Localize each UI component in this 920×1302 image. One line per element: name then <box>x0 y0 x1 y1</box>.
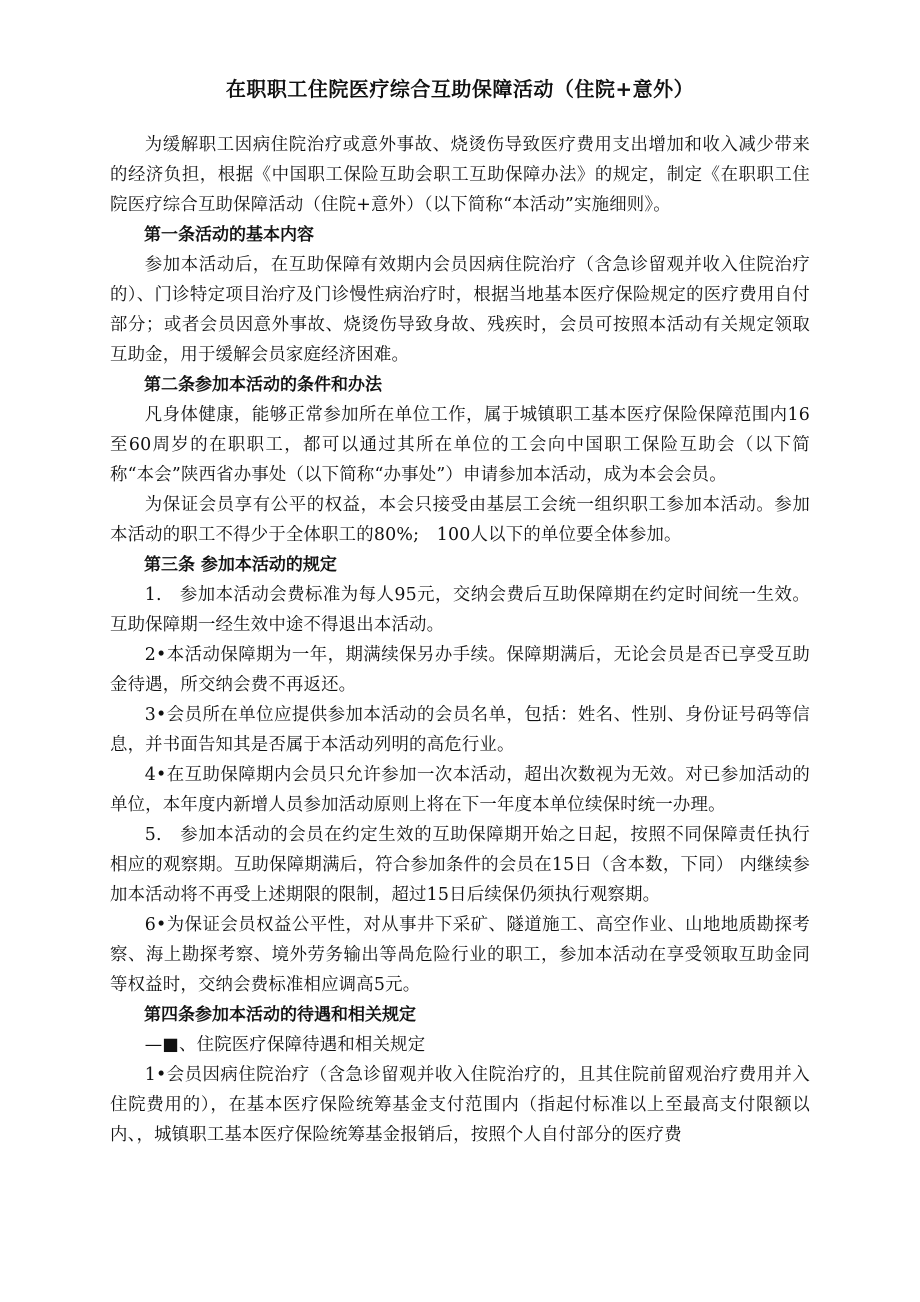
section-4-subheading: —■、住院医疗保障待遇和相关规定 <box>144 1035 426 1055</box>
section-1-body: 参加本活动后，在互助保障有效期内会员因病住院治疗（含急诊留观并收入住院治疗的）、门诊特定项目治疗及门诊慢性病治疗时，根据当地基本医疗保险规定的医疗费用自付部分；或者会员因意外事故、烧烫伤导致身故、残疾时，会员可按照本活动有关规定领取互助金，用于缓解会员家庭经济困难。 <box>110 255 810 365</box>
document-title: 在职职工住院医疗综合互助保障活动（住院+意外） <box>225 77 695 101</box>
section-3-item-3: 3•会员所在单位应提供参加本活动的会员名单，包括：姓名、性别、身份证号码等信息，并书面告知其是否属于本活动列明的高危行业。 <box>110 705 810 755</box>
section-4-body: 1•会员因病住院治疗（含急诊留观并收入住院治疗的，且其住院前留观治疗费用并入住院费用的），在基本医疗保险统筹基金支付范围内（指起付标准以上至最高支付限额以内、，城镇职工基本医疗保险统筹基金报销后，按照个人自付部分的医疗费 <box>110 1065 810 1145</box>
section-2-body-2: 为保证会员享有公平的权益，本会只接受由基层工会统一组织职工参加本活动。参加本活动的职工不得少于全体职工的80%; 100人以下的单位要全体参加。 <box>110 495 810 545</box>
document-page <box>110 74 810 1150</box>
section-3-item-6: 6•为保证会员权益公平性，对从事井下采矿、隧道施工、高空作业、山地地质勘探考察、海上勘探考察、境外劳务输出等咼危险行业的职工，参加本活动在享受领取互助金同等权益时，交纳会费标准相应调高5元。 <box>110 915 810 995</box>
section-2-heading: 第二条参加本活动的条件和办法 <box>144 375 382 395</box>
section-3-heading: 第三条 参加本活动的规定 <box>144 555 337 575</box>
section-3-item-4: 4•在互助保障期内会员只允许参加一次本活动，超出次数视为无效。对已参加活动的单位，本年度内新增人员参加活动原则上将在下一年度本单位续保时统一办理。 <box>110 765 810 815</box>
section-4-heading: 第四条参加本活动的待遇和相关规定 <box>144 1005 416 1025</box>
section-1-heading: 第一条活动的基本内容 <box>144 225 314 245</box>
section-2-body-1: 凡身体健康，能够正常参加所在单位工作，属于城镇职工基本医疗保险保障范围内16至60周岁的在职职工，都可以通过其所在单位的工会向中国职工保险互助会（以下简称“本会”陕西省办事处（以下简称“办事处”）申请参加本活动，成为本会会员。 <box>110 405 810 485</box>
section-3-item-5: 5. 参加本活动的会员在约定生效的互助保障期开始之日起，按照不同保障责任执行相应的观察期。互助保障期满后，符合参加条件的会员在15日（含本数，下同） 内继续参加本活动将不再受上述期限的限制，超过15日后续保仍须执行观察期。 <box>110 825 810 905</box>
section-3-item-2: 2•本活动保障期为一年，期满续保另办手续。保障期满后，无论会员是否已享受互助金待遇，所交纳会费不再返还。 <box>110 645 810 695</box>
intro-paragraph: 为缓解职工因病住院治疗或意外事故、烧烫伤导致医疗费用支出增加和收入减少带来的经济负担，根据《中国职工保险互助会职工互助保障办法》的规定，制定《在职职工住院医疗综合互助保障活动（住院+意外）（以下简称“本活动”实施细则》。 <box>110 135 810 215</box>
section-3-item-1: 1. 参加本活动会费标准为每人95元，交纳会费后互助保障期在约定时间统一生效。互助保障期一经生效中途不得退出本活动。 <box>110 585 810 635</box>
